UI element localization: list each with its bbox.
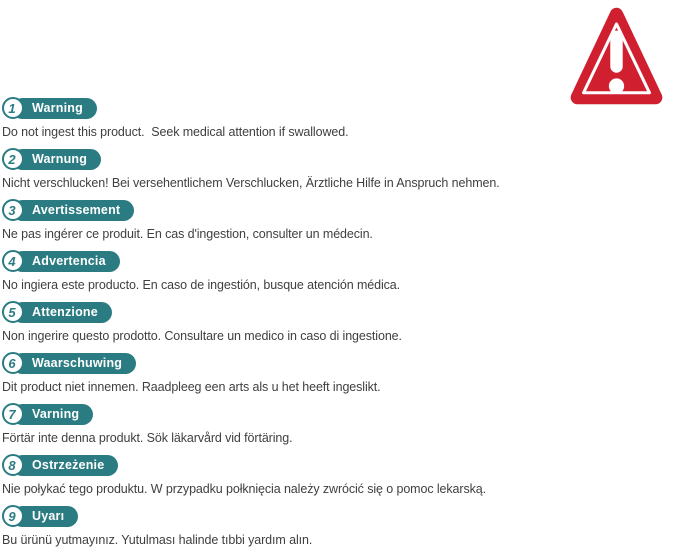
section-number: 7 (8, 406, 16, 422)
language-heading (2, 250, 671, 272)
warning-text: Förtär inte denna produkt. Sök läkarvård vid förtäring. (2, 431, 293, 445)
section-number: 8 (8, 457, 16, 473)
section-number: 5 (8, 304, 16, 320)
language-label-pill: Warnung (12, 149, 101, 170)
warning-section (2, 301, 671, 344)
warning-text: Non ingerire questo prodotto. Consultare un medico in caso di ingestione. (2, 329, 402, 343)
language-label-pill: Varning (12, 404, 93, 425)
section-number-badge (2, 148, 24, 170)
section-number-badge (2, 505, 24, 527)
warning-sections-list (2, 97, 671, 556)
warning-section (2, 250, 671, 293)
language-label-pill: Advertencia (12, 251, 120, 272)
language-heading (2, 301, 671, 323)
warning-text: Do not ingest this product. Seek medical attention if swallowed. (2, 125, 349, 139)
language-label-pill: Uyarı (12, 506, 78, 527)
language-label-pill: Ostrzeżenie (12, 455, 118, 476)
section-number: 3 (8, 202, 16, 218)
warning-section (2, 352, 671, 395)
warning-section (2, 199, 671, 242)
warning-text: Bu ürünü yutmayınız. Yutulması halinde tıbbi yardım alın. (2, 533, 313, 547)
language-label-pill: Avertissement (12, 200, 134, 221)
section-number: 9 (8, 508, 16, 524)
section-number: 1 (8, 100, 16, 116)
section-number-badge (2, 250, 24, 272)
warning-text: No ingiera este producto. En caso de ingestión, busque atención médica. (2, 278, 401, 292)
language-heading (2, 352, 671, 374)
language-heading (2, 97, 671, 119)
language-label-pill: Attenzione (12, 302, 112, 323)
section-number: 2 (8, 151, 16, 167)
section-number-badge (2, 199, 24, 221)
language-heading (2, 505, 671, 527)
warning-triangle-icon (568, 2, 665, 109)
section-number-badge (2, 301, 24, 323)
warning-section (2, 97, 671, 140)
language-heading (2, 148, 671, 170)
language-label-pill: Warning (12, 98, 97, 119)
section-number: 6 (8, 355, 16, 371)
warning-text: Ne pas ingérer ce produit. En cas d'ingestion, consulter un médecin. (2, 227, 373, 241)
section-number: 4 (8, 253, 16, 269)
warning-section (2, 454, 671, 497)
section-number-badge (2, 97, 24, 119)
warning-section (2, 505, 671, 548)
warning-section (2, 148, 671, 191)
section-number-badge (2, 403, 24, 425)
section-number-badge (2, 352, 24, 374)
language-heading (2, 403, 671, 425)
warning-text: Nicht verschlucken! Bei versehentlichem Verschlucken, Ärztliche Hilfe in Anspruch nehmen. (2, 176, 500, 190)
language-heading (2, 454, 671, 476)
warning-text: Nie połykać tego produktu. W przypadku połknięcia należy zwrócić się o pomoc lekarską. (2, 482, 486, 496)
warning-section (2, 403, 671, 446)
section-number-badge (2, 454, 24, 476)
language-heading (2, 199, 671, 221)
warning-text: Dit product niet innemen. Raadpleeg een arts als u het heeft ingeslikt. (2, 380, 381, 394)
language-label-pill: Waarschuwing (12, 353, 136, 374)
